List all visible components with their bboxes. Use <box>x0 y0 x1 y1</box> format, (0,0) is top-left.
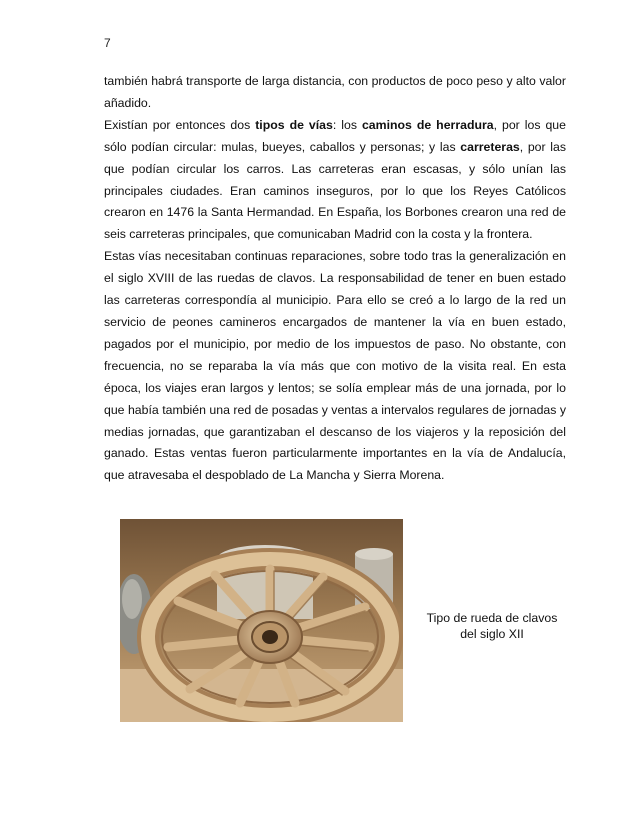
caption-line-1: Tipo de rueda de clavos <box>426 611 558 625</box>
paragraph-repairs <box>104 246 566 487</box>
text-segment: : los <box>332 117 362 132</box>
term-caminos-de-herradura: caminos de herradura <box>361 117 494 132</box>
text-segment: Existían por entonces dos <box>104 117 256 132</box>
term-carreteras: carreteras <box>460 139 520 154</box>
page-number: 7 <box>104 36 111 50</box>
caption-line-2: del siglo XII <box>460 627 524 641</box>
figure-caption <box>408 610 576 642</box>
wagon-wheel-photo <box>120 519 403 722</box>
paragraph-road-types <box>104 115 566 246</box>
text-segment: también habrá transporte de larga distancia, con productos de poco peso y alto valor añadido. <box>104 74 566 110</box>
text-segment: Estas vías necesitaban continuas reparaciones, sobre todo tras la generalización en el siglo XVIII de las ruedas de clavos. La responsabilidad de tener en buen estado las carreteras correspondía al municipio. Para ello se creó a lo largo de la red un servicio de peones camineros encargados de mantener la vía en buen estado, pagados por el municipio, por medio de los impuestos de paso. No obstante, con frecuencia, no se reparaba la vía más que con motivo de la visita real. En esta época, los viajes eran largos y lentos; se solía emplear más de una jornada, por lo que había también una red de posadas y ventas a intervalos regulares de jornadas y medias jornadas, que garantizaban el descanso de los viajeros y la reposición del ganado. Estas ventas fueron particularmente importantes en la vía de Andalucía, que atravesaba el despoblado de La Mancha y Sierra Morena. <box>104 249 566 483</box>
paragraph-intro <box>104 71 566 115</box>
wagon-wheel-illustration <box>120 519 403 722</box>
term-tipos-de-vias: tipos de vías <box>255 117 333 132</box>
body-text <box>104 71 566 487</box>
text-segment: , por los que sólo podían circular: mulas, bueyes, caballos y personas; y las <box>104 117 566 154</box>
text-segment: , por las que podían circular los carros. Las carreteras eran escasas, y sólo unían las principales ciudades. Eran caminos inseguros, por lo que los Reyes Católicos crearon en 1476 la Santa Hermandad. En España, los Borbones crearon una red de seis carreteras principales, que comunicaban Madrid con la costa y la frontera. <box>104 139 566 242</box>
